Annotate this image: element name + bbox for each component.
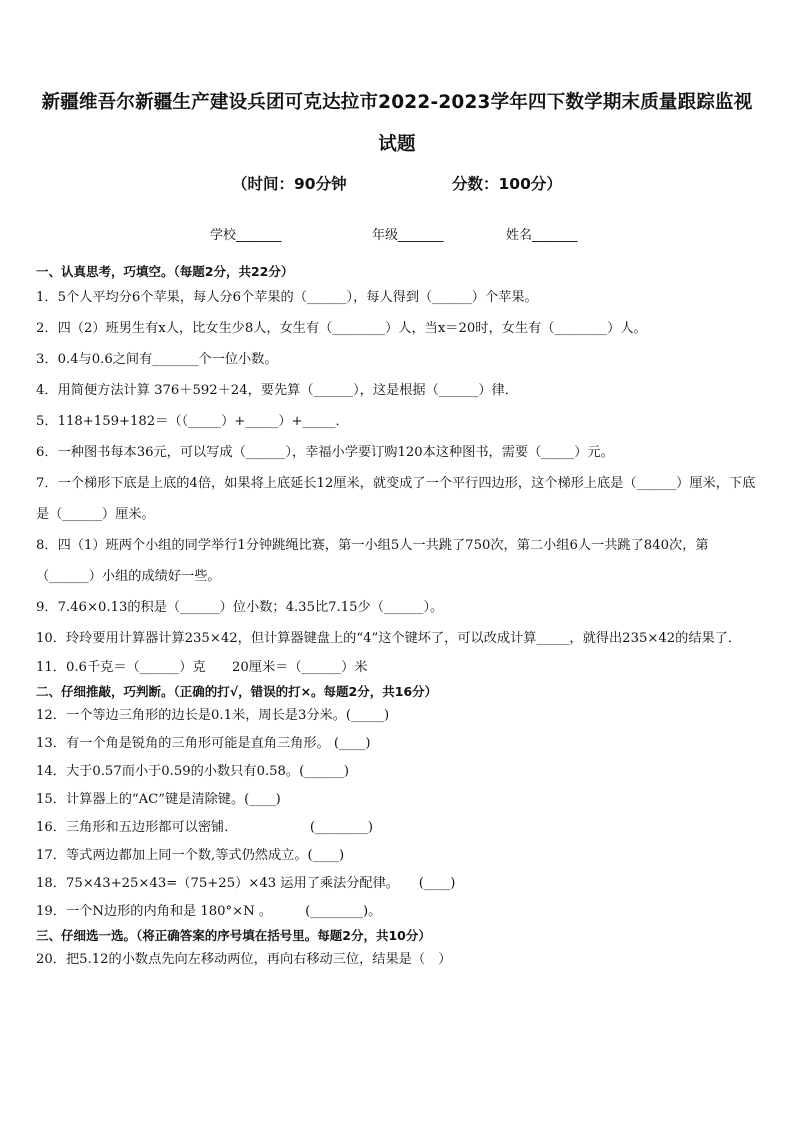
question-20: 20．把5.12的小数点先向左移动两位，再向右移动三位，结果是（ ） [36, 952, 452, 967]
exam-title-line1: 新疆维吾尔新疆生产建设兵团可克达拉市2022-2023学年四下数学期末质量跟踪监视 [41, 92, 753, 113]
question-1: 1．5个人平均分6个苹果，每人分6个苹果的（______），每人得到（______）个苹果。 [36, 290, 538, 305]
total-score: 分数：100分） [452, 175, 562, 193]
name-field[interactable]: 姓名_______ [506, 228, 578, 243]
question-5: 5．118+159+182＝（（_____）+_____）+_____． [36, 414, 349, 429]
time-limit: （时间：90分钟 [232, 175, 347, 193]
question-4: 4．用简便方法计算 376＋592＋24，要先算（______），这是根据（______）律． [36, 383, 518, 398]
question-16: 16．三角形和五边形都可以密铺． (________) [36, 820, 373, 835]
exam-body [36, 262, 758, 974]
section-heading-true-false: 二、仔细推敲，巧判断。（正确的打√，错误的打×。每题2分，共16分） [36, 684, 438, 699]
question-11: 11．0.6千克＝（______）克 20厘米＝（______）米 [36, 660, 368, 675]
grade-field[interactable]: 年级_______ [372, 228, 444, 243]
question-14: 14．大于0.57而小于0.59的小数只有0.58。(______) [36, 764, 349, 779]
question-8: 8．四（1）班两个小组的同学举行1分钟跳绳比赛，第一小组5人一共跳了750次，第二小组6人一共跳了840次，第（______）小组的成绩好一些。 [36, 538, 709, 584]
question-15: 15．计算器上的“AC”键是清除键。(____) [36, 792, 281, 807]
question-12: 12．一个等边三角形的边长是0.1米，周长是3分米。(_____) [36, 708, 390, 723]
question-19: 19．一个N边形的内角和是 180°×N 。 (________)。 [36, 904, 382, 919]
section-heading-multiple-choice: 三、仔细选一选。（将正确答案的序号填在括号里。每题2分，共10分） [36, 928, 431, 943]
question-10: 10．玲玲要用计算器计算235×42，但计算器键盘上的“4”这个键坏了，可以改成计算_____，就得出235×42的结果了． [36, 631, 742, 646]
question-18: 18．75×43+25×43=（75+25）×43 运用了乘法分配律。 (____) [36, 876, 456, 891]
question-3: 3．0.4与0.6之间有_______个一位小数。 [36, 352, 278, 367]
school-field[interactable]: 学校_______ [210, 228, 282, 243]
question-9: 9．7.46×0.13的积是（______）位小数；4.35比7.15少（______）。 [36, 600, 444, 615]
question-2: 2．四（2）班男生有x人，比女生少8人，女生有（________）人，当x＝20时，女生有（________）人。 [36, 321, 647, 336]
section-heading-fill-blank: 一、认真思考，巧填空。（每题2分，共22分） [36, 264, 294, 279]
exam-title-line2: 试题 [378, 134, 416, 155]
question-6: 6．一种图书每本36元，可以写成（______），幸福小学要订购120本这种图书，需要（_____）元。 [36, 445, 614, 460]
question-13: 13．有一个角是锐角的三角形可能是直角三角形。 (____) [36, 736, 371, 751]
question-7: 7．一个梯形下底是上底的4倍，如果将上底延长12厘米，就变成了一个平行四边形，这个梯形上底是（______）厘米，下底是（______）厘米。 [36, 476, 756, 522]
question-17: 17．等式两边都加上同一个数,等式仍然成立。(____) [36, 848, 345, 863]
